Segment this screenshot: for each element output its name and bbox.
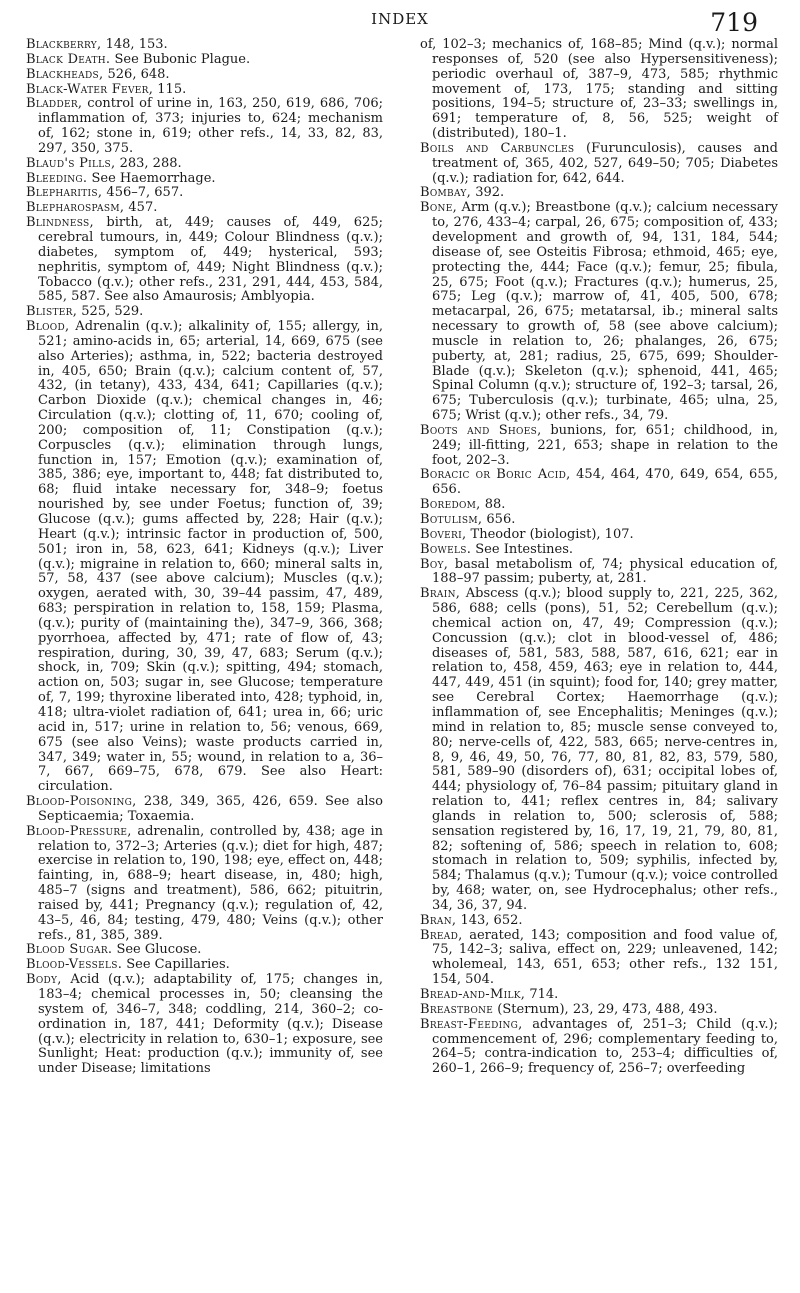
index-entry [420, 543, 778, 558]
right-column [420, 38, 778, 1077]
index-headword: Body, [26, 972, 62, 988]
index-entry-text: (Sternum), 23, 29, 473, 488, 493. [493, 1001, 718, 1017]
index-entry [420, 468, 778, 498]
index-entry-text: Theodor (biologist), 107. [466, 526, 634, 542]
index-headword: Boots and Shoes, [420, 422, 542, 438]
index-entry-text: 525, 529. [77, 304, 144, 320]
index-entry [26, 83, 383, 98]
index-entry [420, 528, 778, 543]
index-headword: Boracic or Boric Acid, [420, 467, 571, 483]
index-headword: Boy, [420, 556, 449, 572]
index-entry [26, 68, 383, 83]
index-entry-text: advantages of, 251–3; Child (q.v.); commencement of, 296; complementary feeding to, 264–5; contra-indication to, 253–4; difficulties of, 260–1, 266–9; frequency of, 256–7; overfeeding [432, 1016, 778, 1077]
index-headword: Black Death. [26, 51, 111, 67]
index-entry-text: 143, 652. [456, 912, 523, 928]
index-entry [420, 1018, 778, 1077]
index-entry [420, 513, 778, 528]
index-headword: Blood, [26, 319, 70, 335]
index-entry [420, 988, 778, 1003]
index-entry [26, 38, 383, 53]
index-headword: Botulism, [420, 512, 483, 527]
index-entry [26, 305, 383, 320]
index-headword: Bread, [420, 927, 463, 943]
index-headword: Blood Sugar. [26, 942, 113, 958]
index-entry-text: Arm (q.v.); Breastbone (q.v.); calcium necessary to, 276, 433–4; carpal, 26, 675; composition of, 433; development and growth of, 94, 131, 184, 544; disease of, see Osteitis Fibrosa; ethmoid, 465; eye, protecting the, 444; Face (q.v.); femur, 25; fibula, 25, 675; Foot (q.v.); Fractures (q.v.); humerus, 25, 675; Leg (q.v.); marrow of, 41, 405, 500, 678; metacarpal, 26, 675; metatarsal, ib.; mineral salts necessary to growth of, 58 (see above calcium); muscle in relation to, 26; phalanges, 26, 675; puberty, at, 281; radius, 25, 675, 699; Shoulder-Blade (q.v.); Skeleton (q.v.); sphenoid, 441, 465; Spinal Column (q.v.); structure of, 192–3; tarsal, 26, 675; Tuberculosis (q.v.); turbinate, 465; ulna, 25, 675; Wrist (q.v.); other refs., 34, 79. [432, 200, 778, 424]
index-entry-text: of, 102–3; mechanics of, 168–85; Mind (q.v.); normal responses of, 520 (see also Hypersensitiveness); periodic overhaul of, 387–9, 473, 585; rhythmic movement of, 173, 175; standing and sitting positions, 194–5; structure of, 23–33; swellings in, 691; temperature of, 8, 56, 525; weight of (distributed), 180–1. [420, 37, 778, 142]
index-entry-text: See Intestines. [471, 541, 574, 557]
index-entry-text: See Bubonic Plague. [110, 51, 251, 67]
index-headword: Blepharitis, [26, 185, 103, 201]
index-headword: Bombay, [420, 185, 472, 201]
index-entry-text: 238, 349, 365, 426, 659. See also Septicaemia; Toxaemia. [38, 794, 383, 824]
page-number: 719 [710, 8, 758, 37]
index-entry [420, 498, 778, 513]
index-entry-text: 526, 648. [103, 66, 170, 82]
index-entry-text: 392. [471, 185, 505, 201]
index-entry-text: 115. [153, 81, 187, 97]
index-headword: Black-Water Fever, [26, 81, 154, 97]
index-entry-text: adrenalin, controlled by, 438; age in relation to, 372–3; Arteries (q.v.); diet for high, 487; exercise in relation to, 190, 198; eye, effect on, 448; fainting, in, 688–9; heart disease, in, 480; high, 485–7 (signs and treatment), 586, 662; pituitrin, raised by, 441; Pregnancy (q.v.); regulation of, 42, 43–5, 46, 84; testing, 479, 480; Veins (q.v.); other refs., 81, 385, 389. [38, 823, 383, 943]
index-headword: Blood-Poisoning, [26, 794, 137, 810]
index-entry-text: Adrenalin (q.v.); alkalinity of, 155; allergy, in, 521; amino-acids in, 65; arterial, 14, 669, 675 (see also Arteries); asthma, in, 522; bacteria destroyed in, 405, 650; Brain (q.v.); calcium content of, 57, 432, (in tetany), 433, 434, 641; Capillaries (q.v.); Carbon Dioxide (q.v.); chemical changes in, 46; Circulation (q.v.); clotting of, 11, 670; cooling of, 200; composition of, 11; Constipation (q.v.); Corpuscles (q.v.); elimination through lungs, function in, 157; Emotion (q.v.); examination of, 385, 386; eye, important to, 448; fat distributed to, 68; fluid intake necessary for, 348–9; foetus nourished by, see under Foetus; function of, 39; Glucose (q.v.); gums affected by, 228; Hair (q.v.); Heart (q.v.); intrinsic factor in production of, 500, 501; iron in, 58, 623, 641; Kidneys (q.v.); Liver (q.v.); migraine in relation to, 660; mineral salts in, 57, 58, 437 (see above calcium); Muscles (q.v.); oxygen, aerated with, 30, 39–44 passim, 47, 489, 683; perspiration in relation to, 158, 159; Plasma, (q.v.); purity of (maintaining the), 347–9, 366, 368; pyorrhoea, affected by, 471; rate of flow of, 43; respiration, during, 30, 39, 47, 683; Serum (q.v.); shock, in, 709; Skin (q.v.); spitting, 494; stomach, action on, 503; sugar in, see Glucose; temperature of, 7, 199; thyroxine liberated into, 428; typhoid, in, 418; ultra-violet radiation of, 641; urea in, 66; uric acid in, 517; urine in relation to, 56; venous, 669, 675 (see also Veins); waste products carried in, 347, 349; water in, 55; wound, in relation to a, 36–7, 667, 669–75, 678, 679. See also Heart: circulation. [38, 319, 383, 795]
index-headword: Boveri, [420, 526, 467, 542]
index-entry-text: 283, 288. [115, 155, 182, 171]
index-headword: Bran, [420, 912, 457, 928]
index-headword: Blackberry, [26, 37, 102, 52]
index-entry [26, 825, 383, 944]
index-entry [420, 186, 778, 201]
index-headword: Blepharospasm, [26, 200, 125, 216]
index-entry-text: See Capillaries. [122, 957, 230, 973]
index-entry [420, 38, 778, 142]
index-entry [420, 914, 778, 929]
index-entry [26, 943, 383, 958]
index-entry-text: See Haemorrhage. [87, 170, 216, 186]
index-entry [26, 172, 383, 187]
index-entry [26, 216, 383, 305]
index-entry [26, 97, 383, 156]
left-column [26, 38, 383, 1077]
index-entry-text: bunions, for, 651; childhood, in, 249; ill-fitting, 221, 653; shape in relation to the foot, 202–3. [432, 422, 778, 468]
index-headword: Bowels. [420, 541, 472, 557]
index-headword: Bone, [420, 200, 458, 216]
index-entry [26, 157, 383, 172]
index-entry [420, 558, 778, 588]
index-headword: Brain, [420, 586, 461, 602]
index-entry [420, 142, 778, 187]
index-entry-text: 454, 464, 470, 649, 654, 655, 656. [432, 467, 779, 498]
index-headword: Blood-Pressure, [26, 823, 132, 839]
index-entry-text: control of urine in, 163, 250, 619, 686, 706; inflammation of, 373; injuries to, 624; mechanism of, 162; stone in, 619; other refs., 14, 33, 82, 83, 297, 350, 375. [38, 96, 383, 156]
index-headword: Boils and Carbuncles [420, 140, 575, 156]
index-headword: Breast-Feeding, [420, 1016, 523, 1032]
index-entry-text: See Glucose. [112, 942, 202, 958]
index-entry-text: 457. [124, 200, 158, 216]
index-headword: Breastbone [420, 1001, 494, 1017]
index-entry [26, 186, 383, 201]
index-entry [26, 320, 383, 795]
index-entry-text: 148, 153. [101, 37, 168, 52]
index-entry-text: Acid (q.v.); adaptability of, 175; changes in, 183–4; chemical processes in, 50; cleansing the system of, 346–7, 348; coddling, 214, 360–2; co-ordination in, 187, 441; Deformity (q.v.); Disease (q.v.); electricity in relation to, 630–1; exposure, see Sunlight; Heat: production (q.v.); immunity of, see under Disease; limitations [38, 972, 383, 1077]
index-entry-text: (Furunculosis), causes and treatment of, 365, 402, 527, 649–50; 705; Diabetes (q.v.); radiation for, 642, 644. [432, 140, 778, 186]
index-entry-text: 88. [480, 497, 506, 513]
index-headword: Blood-Vessels. [26, 957, 123, 973]
index-headword: Bread-and-Milk, [420, 987, 526, 1002]
index-entry-text: 656. [482, 512, 516, 527]
index-headword: Bleeding. [26, 170, 88, 186]
index-headword: Blister, [26, 304, 78, 320]
index-entry-text: aerated, 143; composition and food value of, 75, 142–3; saliva, effect on, 229; unleavened, 142; wholemeal, 143, 651, 653; other refs., 132 151, 154, 504. [432, 927, 778, 988]
index-headword: Blaud's Pills, [26, 155, 116, 171]
index-entry-text: 456–7, 657. [102, 185, 184, 201]
index-headword: Blindness, [26, 215, 94, 231]
index-entry [26, 795, 383, 825]
index-headword: Blackheads, [26, 66, 104, 82]
index-entry [26, 973, 383, 1077]
index-entry-text: basal metabolism of, 74; physical education of, 188–97 passim; puberty, at, 281. [432, 556, 778, 587]
running-header-title: INDEX [371, 10, 429, 28]
index-entry-text: 714. [525, 987, 559, 1002]
index-entry [26, 53, 383, 68]
index-entry [26, 201, 383, 216]
index-entry [420, 1003, 778, 1018]
index-entry [420, 201, 778, 424]
index-entry-text: birth, at, 449; causes of, 449, 625; cerebral tumours, in, 449; Colour Blindness (q.v.); diabetes, symptom of, 449; hysterical, 593; nephritis, symptom of, 449; Night Blindness (q.v.); Tobacco (q.v.); other refs., 231, 291, 444, 453, 584, 585, 587. See also Amaurosis; Amblyopia. [38, 215, 383, 305]
index-headword: Bladder, [26, 96, 83, 112]
index-entry [420, 587, 778, 914]
index-entry [26, 958, 383, 973]
index-entry [420, 424, 778, 469]
index-entry-text: Abscess (q.v.); blood supply to, 221, 225, 362, 586, 688; cells (pons), 51, 52; Cerebellum (q.v.); chemical action on, 47, 49; Compression (q.v.); Concussion (q.v.); clot in blood-vessel of, 486; diseases of, 581, 583, 588, 587, 616, 621; ear in relation to, 458, 459, 463; eye in relation to, 444, 447, 449, 451 (in squint); food for, 140; grey matter, see Cerebral Cortex; Haemorrhage (q.v.); inflammation of, see Encephalitis; Meninges (q.v.); mind in relation to, 85; muscle sense conveyed to, 80; nerve-cells of, 422, 583, 665; nerve-centres in, 8, 9, 46, 49, 50, 76, 77, 80, 81, 82, 83, 579, 580, 581, 589–90 (disorders of), 631; occipital lobes of, 444; physiology of, 76–84 passim; pituitary gland in relation to, 441; reflex centres in, 84; salivary glands in relation to, 500; sclerosis of, 588; sensation registered by, 16, 17, 19, 21, 79, 80, 81, 82; softening of, 586; speech in relation to, 608; stomach in relation to, 509; syphilis, infected by, 584; Thalamus (q.v.); Tumour (q.v.); voice controlled by, 468; water, on, see Hydrocephalus; other refs., 34, 36, 37, 94. [432, 586, 778, 913]
index-headword: Boredom, [420, 497, 481, 513]
index-entry [420, 929, 778, 988]
